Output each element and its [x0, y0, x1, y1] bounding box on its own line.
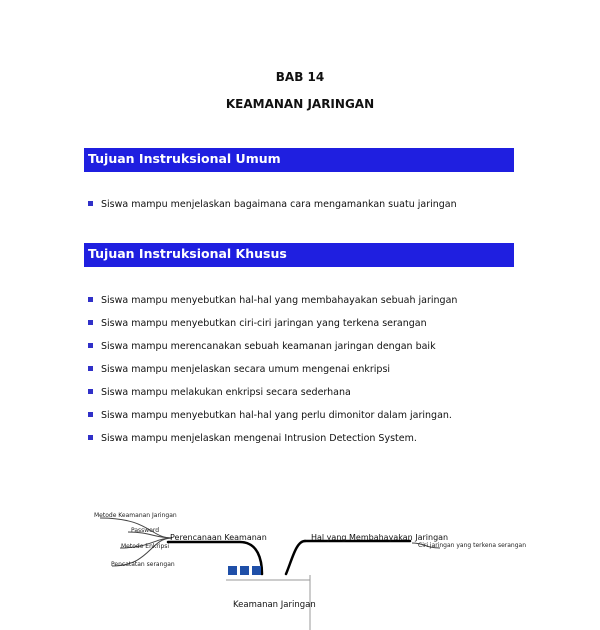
mindmap-leaf: Password [131, 527, 160, 534]
mindmap-center-icon [228, 566, 262, 576]
section-header-label: Tujuan Instruksional Khusus [88, 246, 287, 261]
list-item-text: Siswa mampu menyebutkan ciri-ciri jaringan yang terkena serangan [101, 318, 427, 329]
mindmap-leaf: Ciri jaringan yang terkena serangan [418, 542, 527, 549]
square-icon [228, 566, 237, 575]
list-item-text: Siswa mampu menjelaskan bagaimana cara mengamankan suatu jaringan [101, 199, 457, 210]
section-header-label: Tujuan Instruksional Umum [88, 151, 281, 166]
mindmap-branch-left: Perencanaan Keamanan [170, 533, 267, 542]
list-item-text: Siswa mampu menyebutkan hal-hal yang membahayakan sebuah jaringan [101, 295, 458, 306]
chapter-title: KEAMANAN JARINGAN [225, 97, 375, 111]
mindmap-leaf: Metode Keamanan Jaringan [94, 512, 177, 519]
list-item-text: Siswa mampu menyebutkan hal-hal yang perlu dimonitor dalam jaringan. [101, 410, 452, 421]
list-item-text: Siswa mampu menjelaskan secara umum mengenai enkripsi [101, 364, 391, 375]
square-icon [240, 566, 249, 575]
list-item-text: Siswa mampu melakukan enkripsi secara sederhana [101, 387, 351, 398]
chapter-number: BAB 14 [275, 70, 325, 84]
mindmap-leaf: Pencatatan serangan [111, 561, 175, 568]
square-icon [252, 566, 261, 575]
mindmap-center-node: Keamanan Jaringan [233, 600, 316, 610]
mindmap-branch-right: Hal yang Membahayakan Jaringan [311, 533, 449, 542]
list-item-text: Siswa mampu merencanakan sebuah keamanan jaringan dengan baik [101, 341, 436, 352]
list-item-text: Siswa mampu menjelaskan mengenai Intrusion Detection System. [101, 433, 417, 444]
mindmap-leaf: Metode Enkripsi [121, 543, 170, 550]
